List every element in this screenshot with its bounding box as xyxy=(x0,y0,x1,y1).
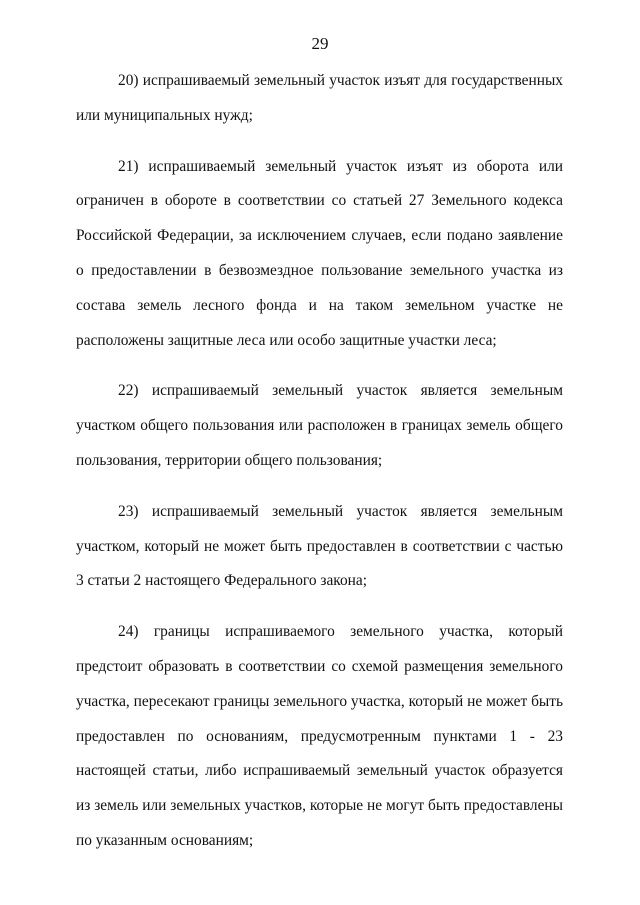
paragraph-item-20: 20) испрашиваемый земельный участок изъят для государственных или муниципальных нужд; xyxy=(76,72,563,124)
paragraph-item-24: 24) границы испрашиваемого земельного участка, который предстоит образовать в соответствии со схемой размещения земельного участка, пересекают границы земельного участка, который не может быть предоставлен по основаниям, предусмотренным пунктами 1 - 23 настоящей статьи, либо испрашиваемый земельный участок образуется из земель или земельных участков, которые не могут быть предоставлены по указанным основаниям; xyxy=(76,623,563,849)
document-body xyxy=(76,64,563,875)
paragraph-item-23: 23) испрашиваемый земельный участок является земельным участком, который не может быть предоставлен в соответствии с частью 3 статьи 2 настоящего Федерального закона; xyxy=(76,502,563,590)
paragraph-item-21: 21) испрашиваемый земельный участок изъят из оборота или ограничен в обороте в соответствии со статьей 27 Земельного кодекса Российской Федерации, за исключением случаев, если подано заявление о предоставлении в безвозмездное пользование земельного участка из состава земель лесного фонда и на таком земельном участке не расположены защитные леса или особо защитные участки леса; xyxy=(76,157,563,349)
page-number: 29 xyxy=(311,34,329,53)
paragraph-item-22: 22) испрашиваемый земельный участок является земельным участком общего пользования или расположен в границах земель общего пользования, территории общего пользования; xyxy=(76,382,563,469)
